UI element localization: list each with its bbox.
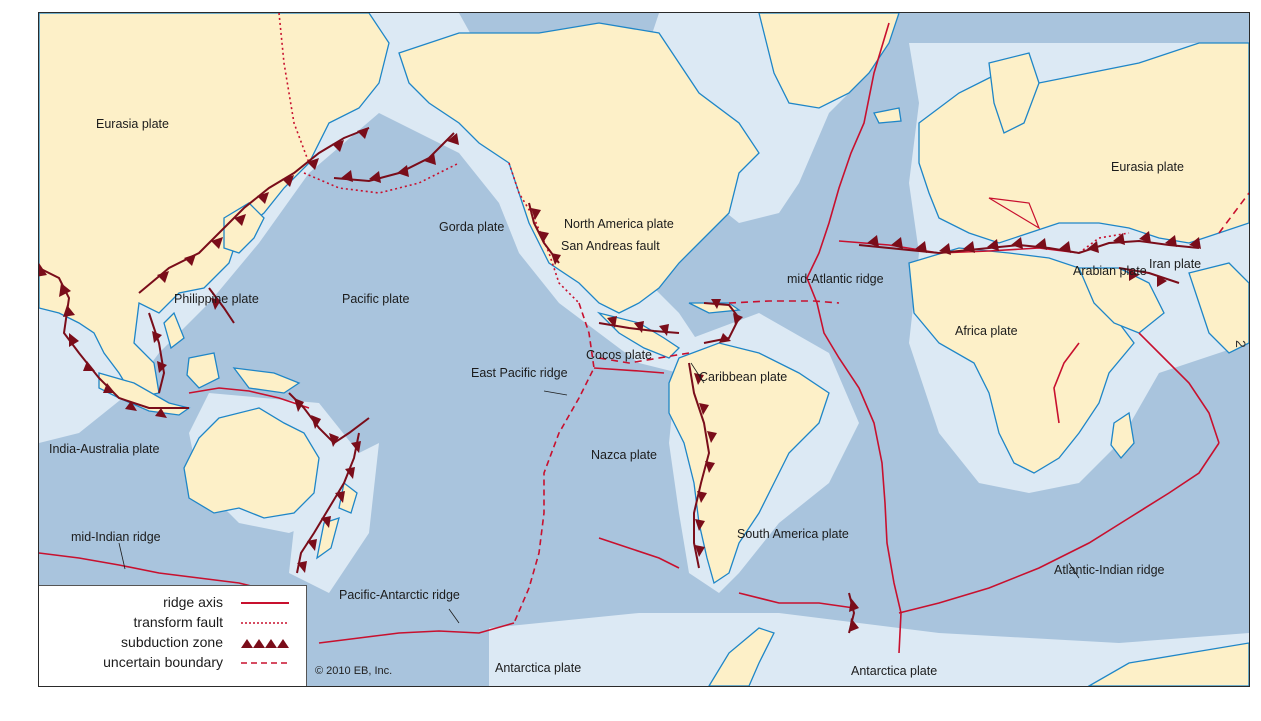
tectonic-plates-map [38,12,1250,687]
legend-row-transform-fault [39,614,301,632]
label-gorda: Gorda plate [439,220,505,234]
subduction-zone-symbol-icon [237,638,293,648]
label-cocos: Cocos plate [586,348,653,362]
label-africa: Africa plate [955,324,1018,338]
legend-label-transform-fault: transform fault [133,614,223,630]
transform-fault-symbol-icon [237,618,293,628]
legend-label-subduction-zone: subduction zone [121,634,223,650]
label-philippine [174,292,259,306]
label-antarctica-right: Antarctica plate [851,664,938,678]
copyright-notice: © 2010 EB, Inc. [315,665,393,677]
label-nazca: Nazca plate [591,448,658,462]
label-south-america: South America plate [737,527,849,541]
label-iran: Iran plate [1149,257,1202,271]
uncertain-boundary-symbol-icon [237,658,293,668]
label-eurasia-east: Eurasia plate [1111,160,1184,174]
legend-row-ridge-axis [39,594,301,612]
label-caribbean: Caribbean plate [699,370,788,384]
legend-label-uncertain-boundary: uncertain boundary [103,654,223,670]
label-philippine-text: Philippine plate [174,292,259,306]
label-mid-atlantic: mid-Atlantic ridge [787,272,884,286]
legend-row-uncertain-boundary [39,654,301,672]
label-antarctica-left: Antarctica plate [495,661,582,675]
legend-label-ridge-axis: ridge axis [163,594,223,610]
label-north-america: North America plate [564,217,674,231]
label-mid-indian: mid-Indian ridge [71,530,161,544]
label-east-pacific: East Pacific ridge [471,366,568,380]
legend-row-subduction-zone [39,634,301,652]
label-pacific: Pacific plate [342,292,410,306]
label-atlantic-indian: Atlantic-Indian ridge [1054,563,1165,577]
label-arabian: Arabian plate [1073,264,1147,278]
ridge-axis-symbol-icon [237,598,293,608]
map-legend [39,585,307,686]
label-pacific-antarctic: Pacific-Antarctic ridge [339,588,460,602]
label-eurasia-west: Eurasia plate [96,117,169,131]
label-san-andreas: San Andreas fault [561,239,660,253]
label-india-australia: India-Australia plate [49,442,160,456]
page-number: 2 [1233,340,1249,348]
